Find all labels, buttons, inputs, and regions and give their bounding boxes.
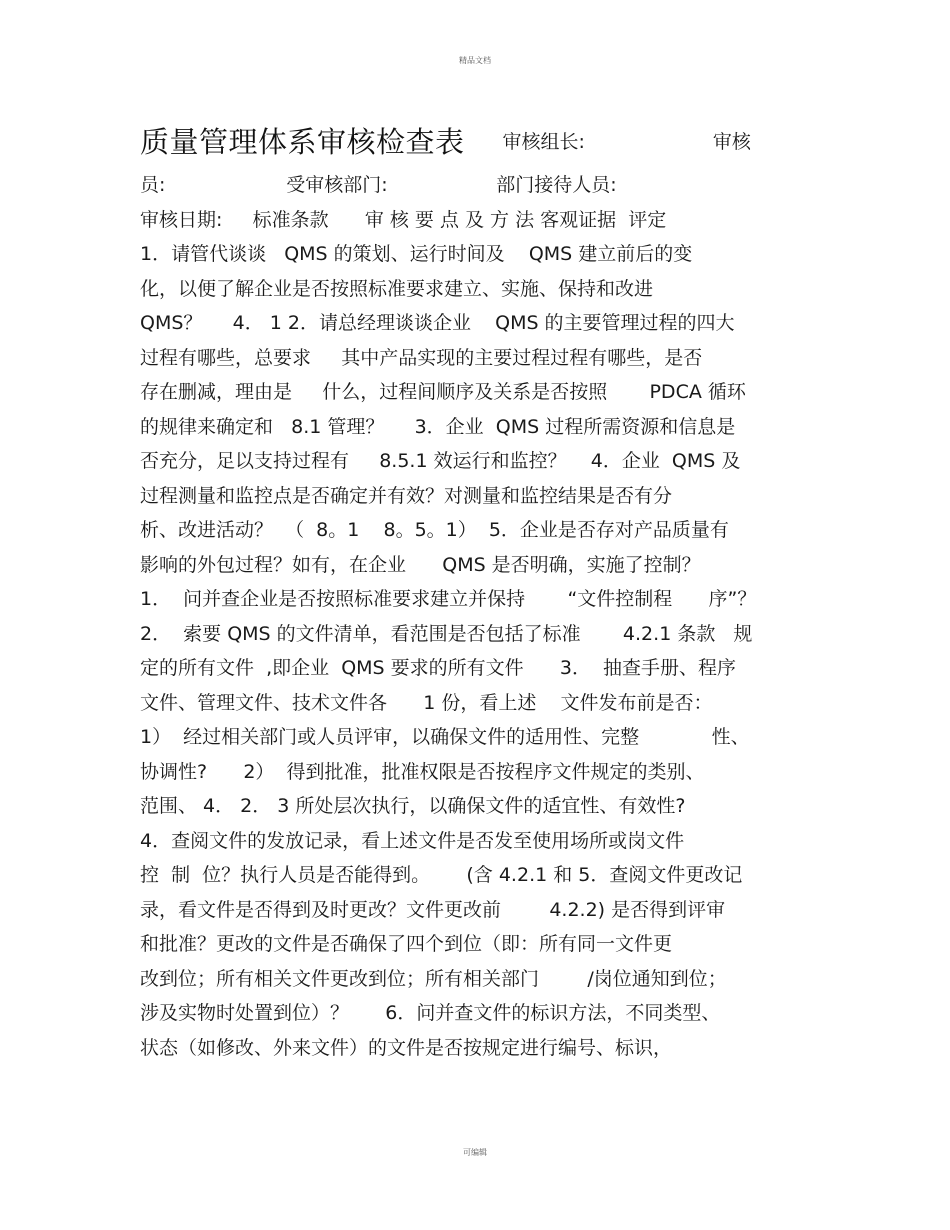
text-line: 析、改进活动？ （ 8。1 8。5。1） 5．企业是否存对产品质量有 <box>140 519 729 541</box>
text-line: 过程测量和监控点是否确定并有效？对测量和监控结果是否有分 <box>140 484 673 507</box>
text-line: 和批准？更改的文件是否确保了四个到位（即：所有同一文件更 <box>140 933 673 955</box>
text-line: 涉及实物时处置到位）？ 6．问并查文件的标识方法，不同类型、 <box>140 1002 721 1024</box>
text-line: QMS？ 4． 1 2．请总经理谈谈企业 QMS 的主要管理过程的四大 <box>140 312 735 334</box>
text-line: 控 制 位？执行人员是否能得到。 (含 4.2.1 和 5．查阅文件更改记 <box>140 864 743 886</box>
text-line: 化，以便了解企业是否按照标准要求建立、实施、保持和改进 <box>140 277 654 300</box>
text-line: 范围、 4． 2． 3 所处层次执行，以确保文件的适宜性、有效性? <box>140 795 686 817</box>
document-body <box>140 112 810 1065</box>
text-line: 1． 问并查企业是否按照标准要求建立并保持 “文件控制程 序”？ <box>140 588 757 610</box>
text-line: 1） 经过相关部门或人员评审，以确保文件的适用性、完整 性、 <box>140 726 750 748</box>
text-line: 状态（如修改、外来文件）的文件是否按规定进行编号、标识， <box>140 1036 673 1059</box>
text-line: 影响的外包过程？如有，在企业 QMS 是否明确，实施了控制？ <box>140 553 701 576</box>
text-line: 过程有哪些，总要求 其中产品实现的主要过程过程有哪些，是否 <box>140 346 703 369</box>
text-line: 文件、管理文件、技术文件各 1 份，看上述 文件发布前是否： <box>140 691 713 714</box>
text-line: 否充分，足以支持过程有 8.5.1 效运行和监控？ 4．企业 QMS 及 <box>140 450 741 472</box>
text-line: 2． 索要 QMS 的文件清单，看范围是否包括了标准 4.2.1 条款 规 <box>140 622 753 645</box>
page-header: 精品文档 <box>459 56 491 65</box>
text-line: 的规律来确定和 8.1 管理？ 3．企业 QMS 过程所需资源和信息是 <box>140 415 736 438</box>
document-title: 质量管理体系审核检查表 <box>140 124 465 159</box>
auditor-label: 审核 <box>712 130 751 153</box>
text-line: 审核日期: 标准条款 审 核 要 点 及 方 法 客观证据 评定 <box>140 208 667 231</box>
text-line: 4．查阅文件的发放记录，看上述文件是否发至使用场所或岗文件 <box>140 829 685 852</box>
text-line: 1．请管代谈谈 QMS 的策划、运行时间及 QMS 建立前后的变 <box>140 243 693 265</box>
text-line: 员: 受审核部门: 部门接待人员: <box>140 174 617 196</box>
audit-team-leader-label: 审核组长: <box>502 130 585 153</box>
text-line: 改到位；所有相关文件更改到位；所有相关部门 /岗位通知到位； <box>140 967 727 990</box>
text-line: 定的所有文件 ,即企业 QMS 要求的所有文件 3． 抽查手册、程序 <box>140 657 737 679</box>
text-line: 存在删减，理由是 什么，过程间顺序及关系是否按照 PDCA 循环 <box>140 381 746 403</box>
text-line: 协调性? 2） 得到批准，批准权限是否按程序文件规定的类别、 <box>140 760 705 783</box>
text-line: 录，看文件是否得到及时更改？文件更改前 4.2.2) 是否得到评审 <box>140 898 726 921</box>
page-footer: 可编辑 <box>463 1148 487 1157</box>
title-line <box>140 112 810 168</box>
